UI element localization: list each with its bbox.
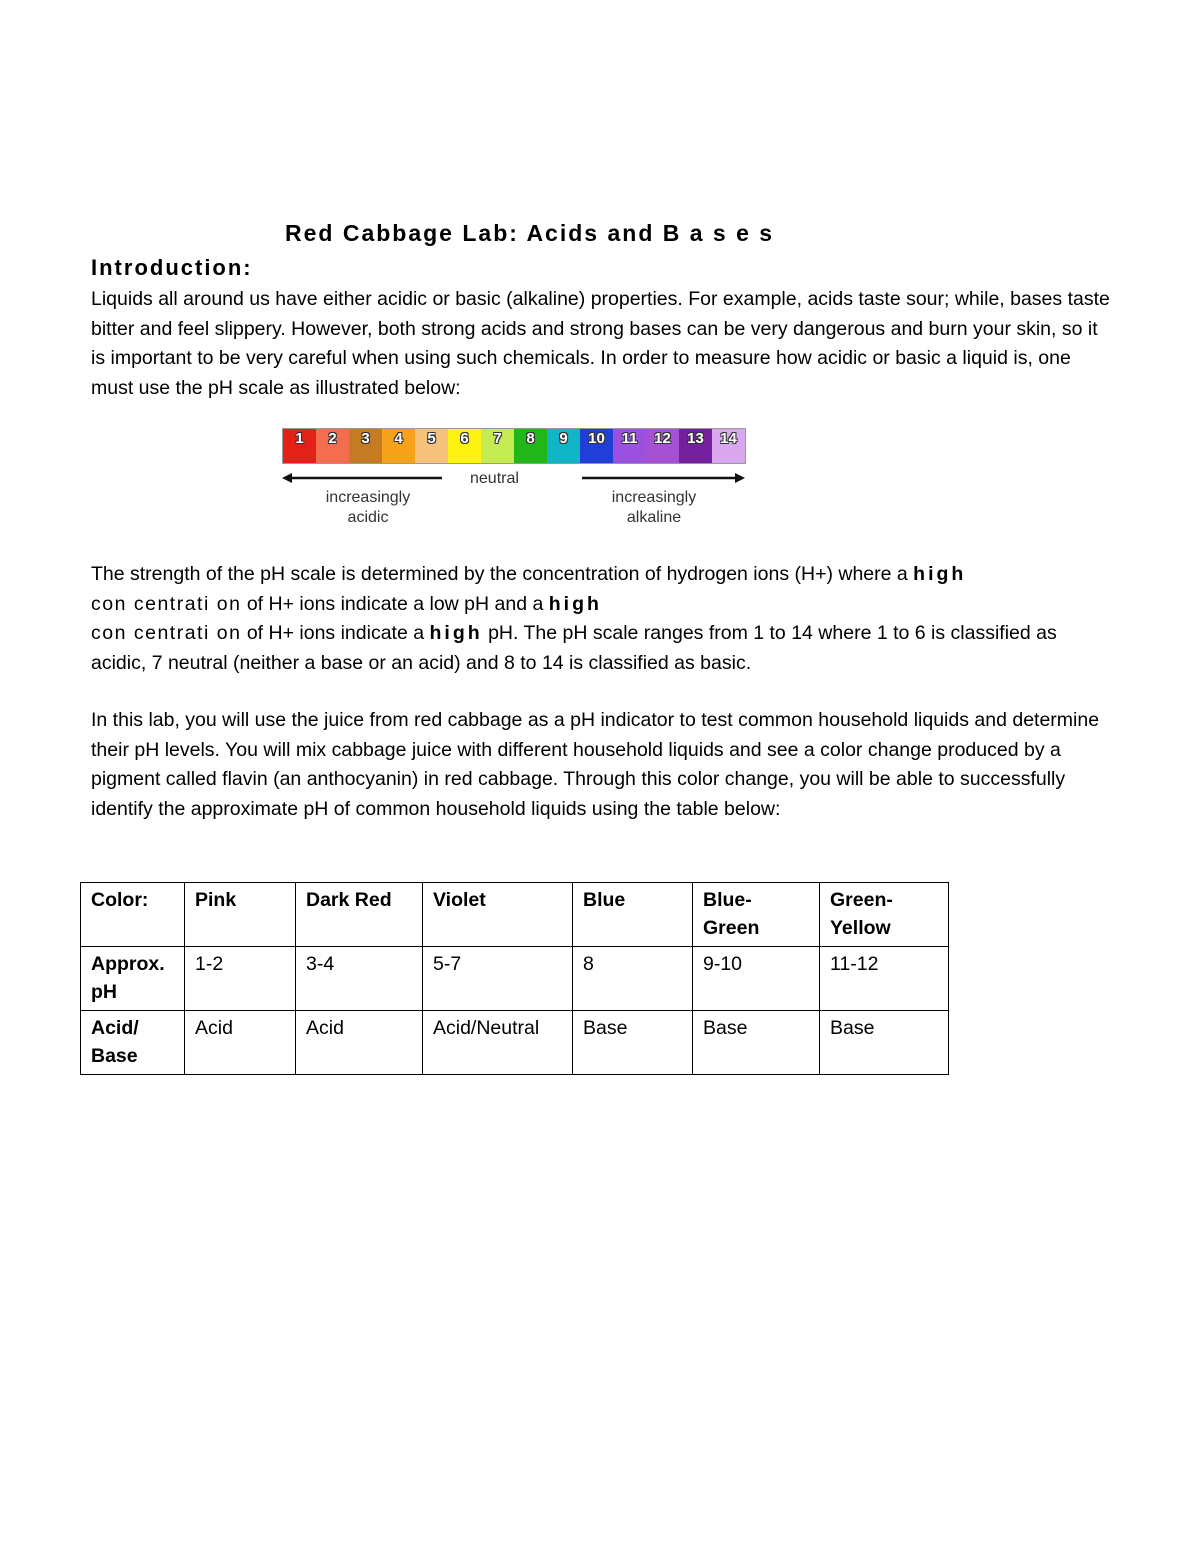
table-cell-line: Color:	[91, 889, 149, 911]
ph-scale-illustration	[282, 428, 746, 538]
table-cell-line: 1-2	[195, 953, 224, 975]
table-row	[81, 1011, 949, 1075]
ph-color-table	[80, 882, 949, 1075]
table-cell-line: pH	[91, 981, 117, 1003]
ph-text-part4: pH. The pH scale ranges from 1 to 14 where 1 to 6 is classified as acidic, 7 neutral (neither a base or an acid) and 8 to 14 is classified as basic.	[91, 622, 1057, 674]
intro-paragraph: Liquids all around us have either acidic or basic (alkaline) properties. For example, acids taste sour; while, bases taste bitter and feel slippery. However, both strong acids and strong bases can be very dangerous and burn your skin, so it is important to be very careful when using such chemicals. In order to measure how acidic or basic a liquid is, one must use the pH scale as illustrated below:	[91, 288, 1110, 399]
ph-text-high3: high	[429, 622, 483, 644]
acidic-label-line2: acidic	[347, 509, 389, 526]
ph-text-part2: of H+ ions indicate a low pH and a	[241, 592, 549, 615]
table-cell	[693, 1011, 820, 1075]
table-cell	[573, 883, 693, 947]
table-cell	[820, 947, 949, 1011]
table-cell	[423, 947, 573, 1011]
table-cell	[573, 1011, 693, 1075]
ph-text-part1: The strength of the pH scale is determined by the concentration of hydrogen ions (H+) where a	[91, 563, 914, 585]
ph-text-high2: high	[548, 592, 602, 615]
ph-text-part3: of H+ ions indicate a	[241, 622, 430, 644]
table-cell-line: Blue	[583, 889, 626, 911]
table-cell-line: Acid/Neutral	[433, 1017, 540, 1039]
table-cell	[185, 1011, 296, 1075]
ph-cell: 7	[481, 429, 514, 463]
ph-strength-paragraph	[91, 560, 1111, 678]
table-row	[81, 883, 949, 947]
table-row	[81, 947, 949, 1011]
table-cell	[423, 883, 573, 947]
table-cell-line: 5-7	[433, 953, 462, 975]
ph-cell: 5	[415, 429, 448, 463]
table-cell	[296, 947, 423, 1011]
table-cell-line: Pink	[195, 889, 237, 911]
alkaline-label-line2: alkaline	[626, 509, 682, 526]
table-cell	[185, 947, 296, 1011]
table-row-header	[81, 1011, 185, 1075]
table-cell-line: Acid/	[91, 1017, 139, 1039]
table-cell-line: 9-10	[703, 953, 743, 975]
table-cell	[573, 947, 693, 1011]
table-cell-line: Base	[830, 1017, 875, 1039]
table-cell-line: 11-12	[830, 953, 879, 975]
ph-cell: 14	[712, 429, 745, 463]
table-cell-line: 3-4	[306, 953, 335, 975]
table-cell-line: Yellow	[830, 917, 891, 939]
table-cell-line: Base	[583, 1017, 628, 1039]
ph-scale-labels	[282, 464, 746, 536]
table-cell-line: Base	[703, 1017, 748, 1039]
table-cell-line: Dark Red	[306, 889, 392, 911]
ph-text-conc1: con centrati on	[91, 592, 242, 615]
ph-cell: 8	[514, 429, 547, 463]
ph-cell: 12	[646, 429, 679, 463]
ph-cell: 4	[382, 429, 415, 463]
alkaline-label	[584, 488, 724, 528]
acidic-label	[298, 488, 438, 528]
page-title: Red Cabbage Lab: Acids and B a s e s	[285, 220, 775, 246]
table-cell-line: Violet	[433, 889, 486, 911]
table-cell-line: 8	[583, 953, 594, 975]
table-cell	[185, 883, 296, 947]
table-cell-line: Blue-	[703, 889, 752, 911]
ph-cell: 1	[283, 429, 316, 463]
acidic-label-line1: increasingly	[325, 489, 411, 506]
ph-scale-bar	[282, 428, 746, 464]
table-cell	[820, 1011, 949, 1075]
ph-cell: 3	[349, 429, 382, 463]
table-cell	[693, 947, 820, 1011]
table-cell	[693, 883, 820, 947]
acidic-arrow-head	[282, 473, 292, 483]
ph-cell: 11	[613, 429, 646, 463]
table-cell	[296, 883, 423, 947]
table-cell	[820, 883, 949, 947]
table-cell-line: Acid	[195, 1017, 233, 1039]
ph-cell: 13	[679, 429, 712, 463]
ph-cell: 2	[316, 429, 349, 463]
table-cell-line: Green	[703, 917, 760, 939]
intro-heading: Introduction:	[91, 255, 253, 280]
ph-cell: 9	[547, 429, 580, 463]
table-row-header	[81, 947, 185, 1011]
ph-text-conc2: con centrati on	[91, 622, 242, 644]
table-cell-line: Green-	[830, 889, 893, 911]
neutral-label: neutral	[470, 470, 519, 487]
lab-paragraph: In this lab, you will use the juice from red cabbage as a pH indicator to test common household liquids and determine their pH levels. You will mix cabbage juice with different household liquids and see a color change produced by a pigment called flavin (an anthocyanin) in red cabbage. Through this color change, you will be able to successfully identify the approximate pH of common household liquids using the table below:	[91, 709, 1100, 820]
alkaline-arrow-head	[735, 473, 745, 483]
ph-cell: 10	[580, 429, 613, 463]
table-cell	[423, 1011, 573, 1075]
ph-cell: 6	[448, 429, 481, 463]
alkaline-label-line1: increasingly	[611, 489, 697, 506]
ph-text-high1: high	[913, 563, 967, 585]
table-cell-line: Base	[91, 1045, 138, 1067]
table-row-header	[81, 883, 185, 947]
table-cell-line: Acid	[306, 1017, 344, 1039]
table-cell	[296, 1011, 423, 1075]
table-cell-line: Approx.	[91, 953, 165, 975]
